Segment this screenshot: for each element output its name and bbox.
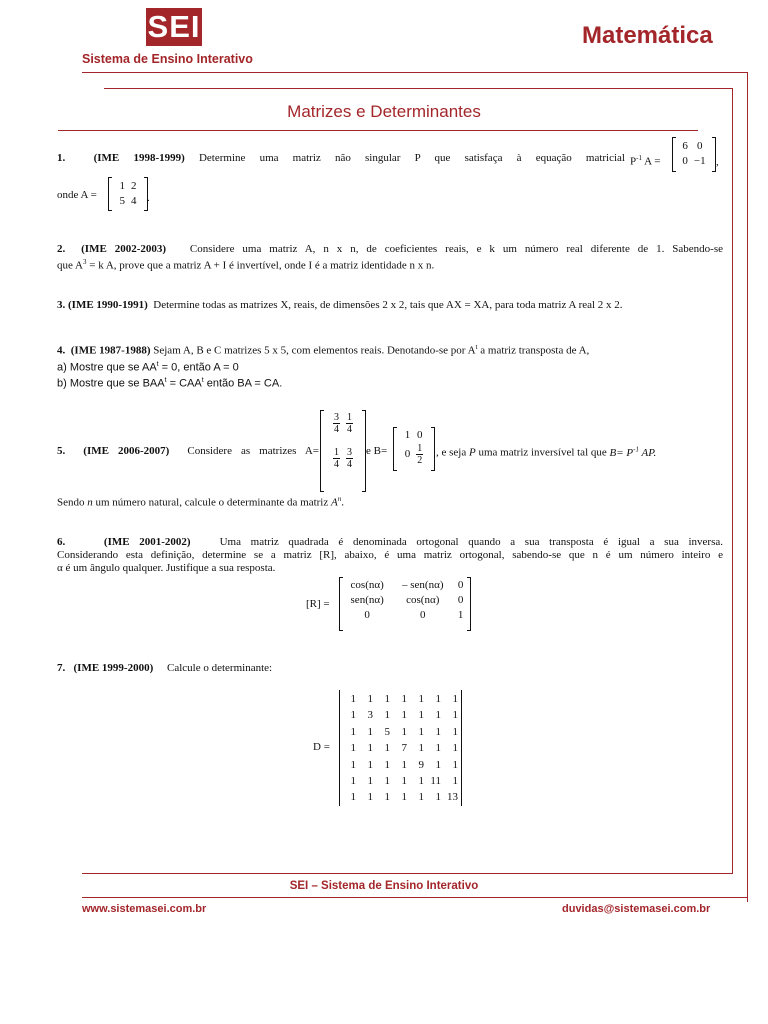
matrix-cell: 1 — [435, 693, 441, 705]
header-divider-inner — [104, 88, 732, 89]
matrix-cell: 1 — [350, 742, 356, 755]
numerator: 3 — [334, 412, 339, 423]
matrix-cell: 1 — [457, 609, 464, 621]
matrix-r-label: [R] = — [306, 598, 330, 610]
matrix-cell: 0 — [417, 429, 423, 441]
superscript: n — [337, 495, 342, 503]
determinant-row — [341, 773, 460, 789]
matrix-cell: 1 — [401, 693, 407, 705]
matrix-cell: 1 — [435, 742, 441, 755]
matrix-r — [339, 577, 471, 631]
determinant-row — [341, 757, 460, 773]
problem-number: 5. — [57, 445, 66, 457]
problem-number: 6. — [57, 536, 66, 548]
problem-text: a matriz transposta de A, — [477, 344, 590, 357]
problem-2 — [57, 243, 723, 273]
header-divider — [82, 72, 747, 73]
matrix-cell: 1 — [435, 709, 441, 722]
superscript: -1 — [633, 445, 639, 453]
matrix-cell: 1 — [435, 725, 441, 738]
problem-text: , e seja — [436, 446, 469, 459]
problem-3 — [57, 299, 727, 312]
denominator: 4 — [347, 459, 352, 470]
problem-number: 2. — [57, 243, 66, 255]
logo: SEI — [147, 9, 201, 44]
problem-5-line1 — [57, 445, 319, 458]
footer-email-link[interactable]: duvidas@sistemasei.com.br — [562, 903, 711, 915]
superscript: t — [201, 377, 204, 385]
problem-text: = k A, prove que a matriz A + I é invertível, onde I é a matriz identidade n x n. — [86, 259, 435, 272]
matrix-cell: 1 — [418, 709, 424, 722]
right-border — [747, 72, 748, 902]
matrix-cell: 1 — [401, 725, 407, 738]
rhs-label: P — [630, 155, 637, 168]
formula: AP. — [638, 446, 657, 459]
problem-5-line2 — [57, 493, 344, 510]
problem-1-line2: onde A = — [57, 189, 97, 201]
matrix-cell: 1 — [367, 725, 373, 738]
matrix-cell: 1 — [367, 775, 373, 788]
fraction — [333, 447, 340, 470]
problem-1-rhs — [630, 152, 660, 169]
matrix-cell: −1 — [693, 155, 706, 167]
matrix-cell: 1 — [418, 693, 424, 705]
matrix-cell: 0 — [404, 448, 411, 460]
problem-source: (IME 2002-2003) — [81, 243, 167, 255]
denominator: 4 — [334, 424, 339, 435]
matrix-cell: 1 — [452, 758, 458, 771]
matrix-cell: 5 — [119, 195, 125, 207]
matrix-cell: 1 — [350, 709, 356, 722]
matrix-cell: 1 — [350, 791, 356, 804]
item-a: a) Mostre que se AA — [57, 361, 157, 374]
problem-text: um número natural, calcule o determinante da matriz — [92, 496, 331, 509]
problem-text: Sejam A, B e C matrizes 5 x 5, com elementos reais. Denotando-se por A — [153, 344, 476, 357]
problem-text: Sendo — [57, 496, 88, 509]
matrix-cell: 0 — [420, 609, 426, 621]
matrix-cell: 1 — [401, 758, 407, 771]
subject-title: Matemática — [582, 22, 713, 49]
matrix-cell: 0 — [457, 594, 464, 606]
matrix-cell: 1 — [384, 693, 390, 705]
matrix-cell: cos(nα) — [406, 594, 440, 606]
matrix-cell: 1 — [384, 791, 390, 804]
superscript: 3 — [82, 258, 87, 266]
matrix-cell: 1 — [367, 791, 373, 804]
determinant-label: D = — [313, 741, 330, 753]
problem-text: que A — [57, 259, 83, 272]
numerator: 1 — [417, 443, 423, 454]
denominator: 4 — [347, 424, 352, 435]
matrix-cell: 1 — [384, 775, 390, 788]
problem-text: Determine uma matriz não singular P que satisfaça à equação matricial — [198, 152, 625, 164]
matrix-cell: sen(nα) — [350, 594, 384, 606]
problem-number: 4. — [57, 344, 66, 357]
problem-source: (IME 1998-1999) — [93, 152, 185, 164]
footer-title: SEI – Sistema de Ensino Interativo — [289, 880, 479, 892]
problem-7 — [57, 662, 272, 675]
matrix-cell: 1 — [452, 742, 458, 755]
matrix-cell: 1 — [384, 758, 390, 771]
page-title: Matrizes e Determinantes — [287, 102, 481, 121]
matrix-cell: 1 — [452, 709, 458, 722]
determinant-row — [341, 789, 460, 805]
problem-text: Calcule o determinante: — [167, 662, 273, 674]
problem-6 — [57, 536, 723, 575]
matrix-cell: 0 — [457, 579, 464, 591]
item-a: = 0, então A = 0 — [158, 361, 239, 374]
matrix-cell: 1 — [119, 180, 125, 192]
matrix-cell: 0 — [697, 140, 703, 152]
determinant-row — [341, 724, 460, 740]
problem-1-end: , — [716, 156, 719, 168]
problem-text: Considerando esta definição, determine se a matriz [R], abaixo, é uma matriz ortogonal, sabendo-se que n é um número inteiro e — [57, 549, 723, 561]
problem-5-line1-tail — [436, 443, 656, 460]
matrix-cell: 1 — [367, 758, 373, 771]
variable: A — [331, 496, 338, 509]
problem-number: 7. — [57, 662, 66, 674]
matrix-cell: 1 — [435, 758, 441, 771]
matrix-cell: 1 — [418, 725, 424, 738]
problem-source: (IME 1999-2000) — [73, 662, 154, 674]
matrix-cell: 1 — [367, 693, 373, 705]
denominator: 4 — [334, 459, 339, 470]
matrix-cell: 1 — [452, 725, 458, 738]
matrix-cell: 1 — [404, 429, 411, 441]
problem-1-line2-end: . — [147, 192, 150, 204]
problem-number: 3. — [57, 299, 66, 311]
matrix-cell: 1 — [367, 742, 373, 755]
matrix-cell: 1 — [350, 725, 356, 738]
problem-text: uma matriz inversível tal que — [475, 446, 610, 459]
matrix-a — [108, 177, 148, 211]
problem-source: (IME 1990-1991) — [68, 299, 148, 311]
determinant-row — [341, 740, 460, 756]
problem-text: Considere as matrizes A= — [187, 445, 319, 457]
matrix-cell: 0 — [682, 155, 688, 167]
determinant-matrix — [339, 690, 462, 806]
matrix-cell: 4 — [131, 195, 137, 207]
item-b: = CAA — [166, 377, 202, 390]
matrix-cell: 7 — [401, 742, 407, 755]
matrix-cell: 1 — [350, 758, 356, 771]
matrix-cell: – sen(nα) — [402, 579, 444, 591]
matrix-cell: 1 — [418, 791, 424, 804]
fraction — [346, 447, 353, 470]
superscript: t — [164, 377, 167, 385]
problem-source: (IME 1987-1988) — [70, 344, 151, 357]
matrix-cell: 1 — [401, 775, 407, 788]
footer-divider-top — [82, 873, 732, 874]
numerator: 1 — [347, 412, 352, 423]
formula: B= P — [609, 446, 634, 459]
matrix-cell: 11 — [430, 775, 441, 788]
problem-text: α é um ângulo qualquer. Justifique a sua resposta. — [57, 562, 276, 574]
fraction — [333, 412, 340, 435]
matrix-cell: 1 — [401, 709, 407, 722]
problem-source: (IME 2001-2002) — [103, 536, 191, 548]
matrix-cell: 1 — [350, 693, 356, 705]
problem-source: (IME 2006-2007) — [83, 445, 170, 457]
matrix-cell: 1 — [418, 775, 424, 788]
numerator: 1 — [334, 447, 339, 458]
fraction — [416, 443, 423, 466]
matrix-cell: 2 — [131, 180, 137, 192]
matrix-cell: cos(nα) — [350, 579, 384, 591]
right-border-inner — [732, 88, 733, 874]
variable: P — [468, 446, 476, 459]
matrix-cell: 1 — [452, 693, 458, 705]
problem-text: Considere uma matriz A, n x n, de coeficientes reais, e k um número real diferente de 1. Sabendo-se — [189, 243, 724, 255]
superscript: t — [475, 343, 478, 351]
item-b: então BA = CA. — [203, 377, 283, 390]
title-underline — [58, 130, 698, 131]
matrix-cell: 1 — [350, 775, 356, 788]
problem-text: Determine todas as matrizes X, reais, de dimensões 2 x 2, tais que AX = XA, para toda matriz A real 2 x 2. — [153, 299, 623, 311]
fraction — [346, 412, 353, 435]
footer-divider — [82, 897, 747, 898]
problem-5-b-label: e B= — [366, 445, 388, 457]
problem-text: . — [341, 496, 344, 509]
problem-number: 1. — [57, 152, 66, 164]
item-b: b) Mostre que se BAA — [57, 377, 165, 390]
problem-1-line1 — [57, 152, 625, 165]
matrix-cell: 5 — [384, 725, 390, 738]
variable: n — [87, 496, 93, 509]
determinant-row — [341, 707, 460, 723]
matrix-cell: 3 — [367, 709, 373, 722]
matrix-p5-b — [393, 427, 435, 471]
matrix-cell: 1 — [418, 742, 424, 755]
numerator: 3 — [347, 447, 352, 458]
rhs-sup: -1 — [636, 154, 642, 162]
logo-subtitle: Sistema de Ensino Interativo — [82, 52, 253, 66]
rhs-tail: A = — [641, 155, 661, 168]
superscript: t — [156, 360, 159, 368]
footer-website-link[interactable]: www.sistemasei.com.br — [82, 903, 207, 915]
matrix-cell: 1 — [452, 775, 458, 788]
matrix-cell: 13 — [447, 791, 458, 804]
matrix-cell: 9 — [418, 758, 424, 771]
problem-text: Uma matriz quadrada é denominada ortogonal quando a sua transposta é igual a sua inversa. — [219, 536, 724, 548]
matrix-cell: 1 — [384, 709, 390, 722]
matrix-cell: 1 — [435, 791, 441, 804]
matrix-p5-a — [320, 410, 366, 492]
matrix-cell: 6 — [682, 140, 688, 152]
denominator: 2 — [417, 455, 423, 466]
matrix-rhs — [672, 137, 716, 172]
determinant-row — [341, 691, 460, 707]
matrix-cell: 0 — [364, 609, 370, 621]
matrix-cell: 1 — [401, 791, 407, 804]
matrix-cell: 1 — [384, 742, 390, 755]
problem-4 — [57, 341, 727, 391]
